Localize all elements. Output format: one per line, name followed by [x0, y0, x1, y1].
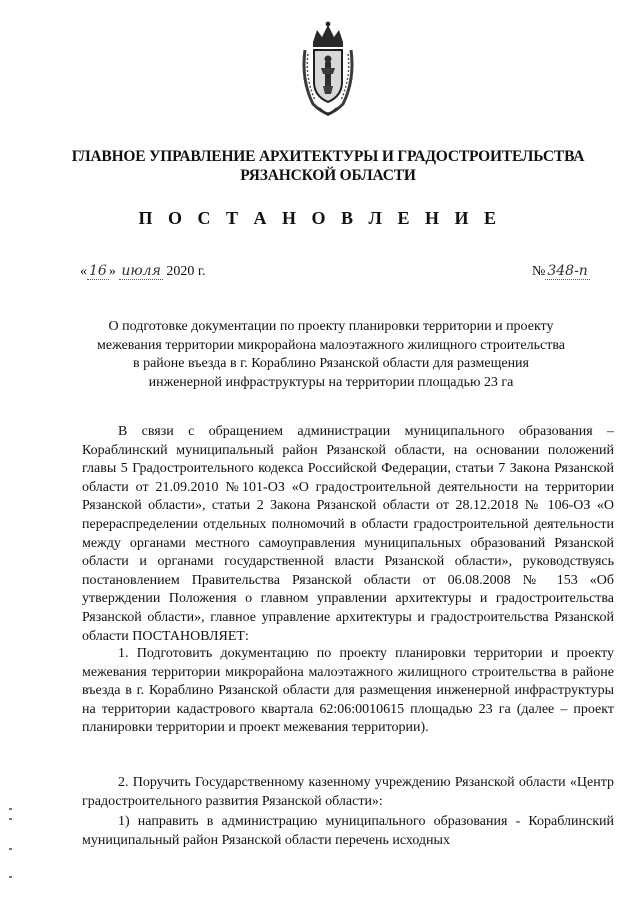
document-type-title: П О С Т А Н О В Л Е Н И Е	[138, 208, 502, 228]
item-1-paragraph: 1. Подготовить документацию по проекту планировки территории и проекту межевания территории микрорайона малоэтажного жилищного строительства в районе въезда в г. Кораблино Рязанской области для размещения инженерной инфраструктуры на территории кадастрового квартала 62:06:0010615 площадью 23 га (далее – проект планировки территории и проект межевания территории).	[82, 646, 614, 736]
organization-name-line-1: ГЛАВНОЕ УПРАВЛЕНИЕ АРХИТЕКТУРЫ И ГРАДОСТРОИТЕЛЬСТВА	[71, 148, 585, 165]
scan-margin-mark	[9, 876, 12, 878]
date-year: 2020 г.	[166, 264, 206, 279]
date-month: июля	[121, 263, 161, 279]
date-day: 16	[89, 263, 107, 279]
date-open-quote: «	[80, 264, 87, 279]
preamble-paragraph: В связи с обращением администрации муниципального образования – Кораблинский муниципальный район Рязанской области, на основании положений главы 5 Градостроительного кодекса Российской Федерации, статьи 7 Закона Рязанской области от 21.09.2010 №101-ОЗ «О градостроительной деятельности на территории Рязанской области», статьи 2 Закона Рязанской области от 28.12.2018 № 106-ОЗ «О перераспределении отдельных полномочий в области градостроительной деятельности между органами местного самоуправления муниципальных образований Рязанской области и органами государственной власти Рязанской области», руководствуясь постановлением Правительства Рязанской области от 06.08.2008 № 153 «Об утверждении Положения о главном управлении архитектуры и градостроительства Рязанской области», главное управление архитектуры и градостроительства Рязанской области ПОСТАНОВЛЯЕТ:	[82, 424, 614, 644]
document-date	[80, 263, 206, 280]
scan-margin-mark	[9, 848, 12, 850]
document-subject: О подготовке документации по проекту планировки территории и проекту межевания территории микрорайона малоэтажного жилищного строительства в районе въезда в г. Кораблино Рязанской области для размещения инженерной инфраструктуры на территории площадью 23 га	[97, 319, 565, 390]
number-prefix: №	[532, 264, 546, 279]
document-number	[532, 263, 590, 280]
item-2-paragraph: 2. Поручить Государственному казенному учреждению Рязанской области «Центр градостроительного развития Рязанской области»:	[82, 775, 614, 809]
coat-of-arms-emblem	[299, 20, 357, 116]
item-2-subitem-1-paragraph: 1) направить в администрацию муниципального образования - Кораблинский муниципальный район Рязанской области перечень исходных	[82, 814, 614, 848]
scan-margin-mark	[9, 818, 12, 820]
organization-name-line-2: РЯЗАНСКОЙ ОБЛАСТИ	[240, 167, 416, 184]
scan-margin-mark	[9, 808, 12, 810]
date-close-quote: »	[108, 264, 116, 279]
number-value: 348-п	[547, 263, 588, 279]
